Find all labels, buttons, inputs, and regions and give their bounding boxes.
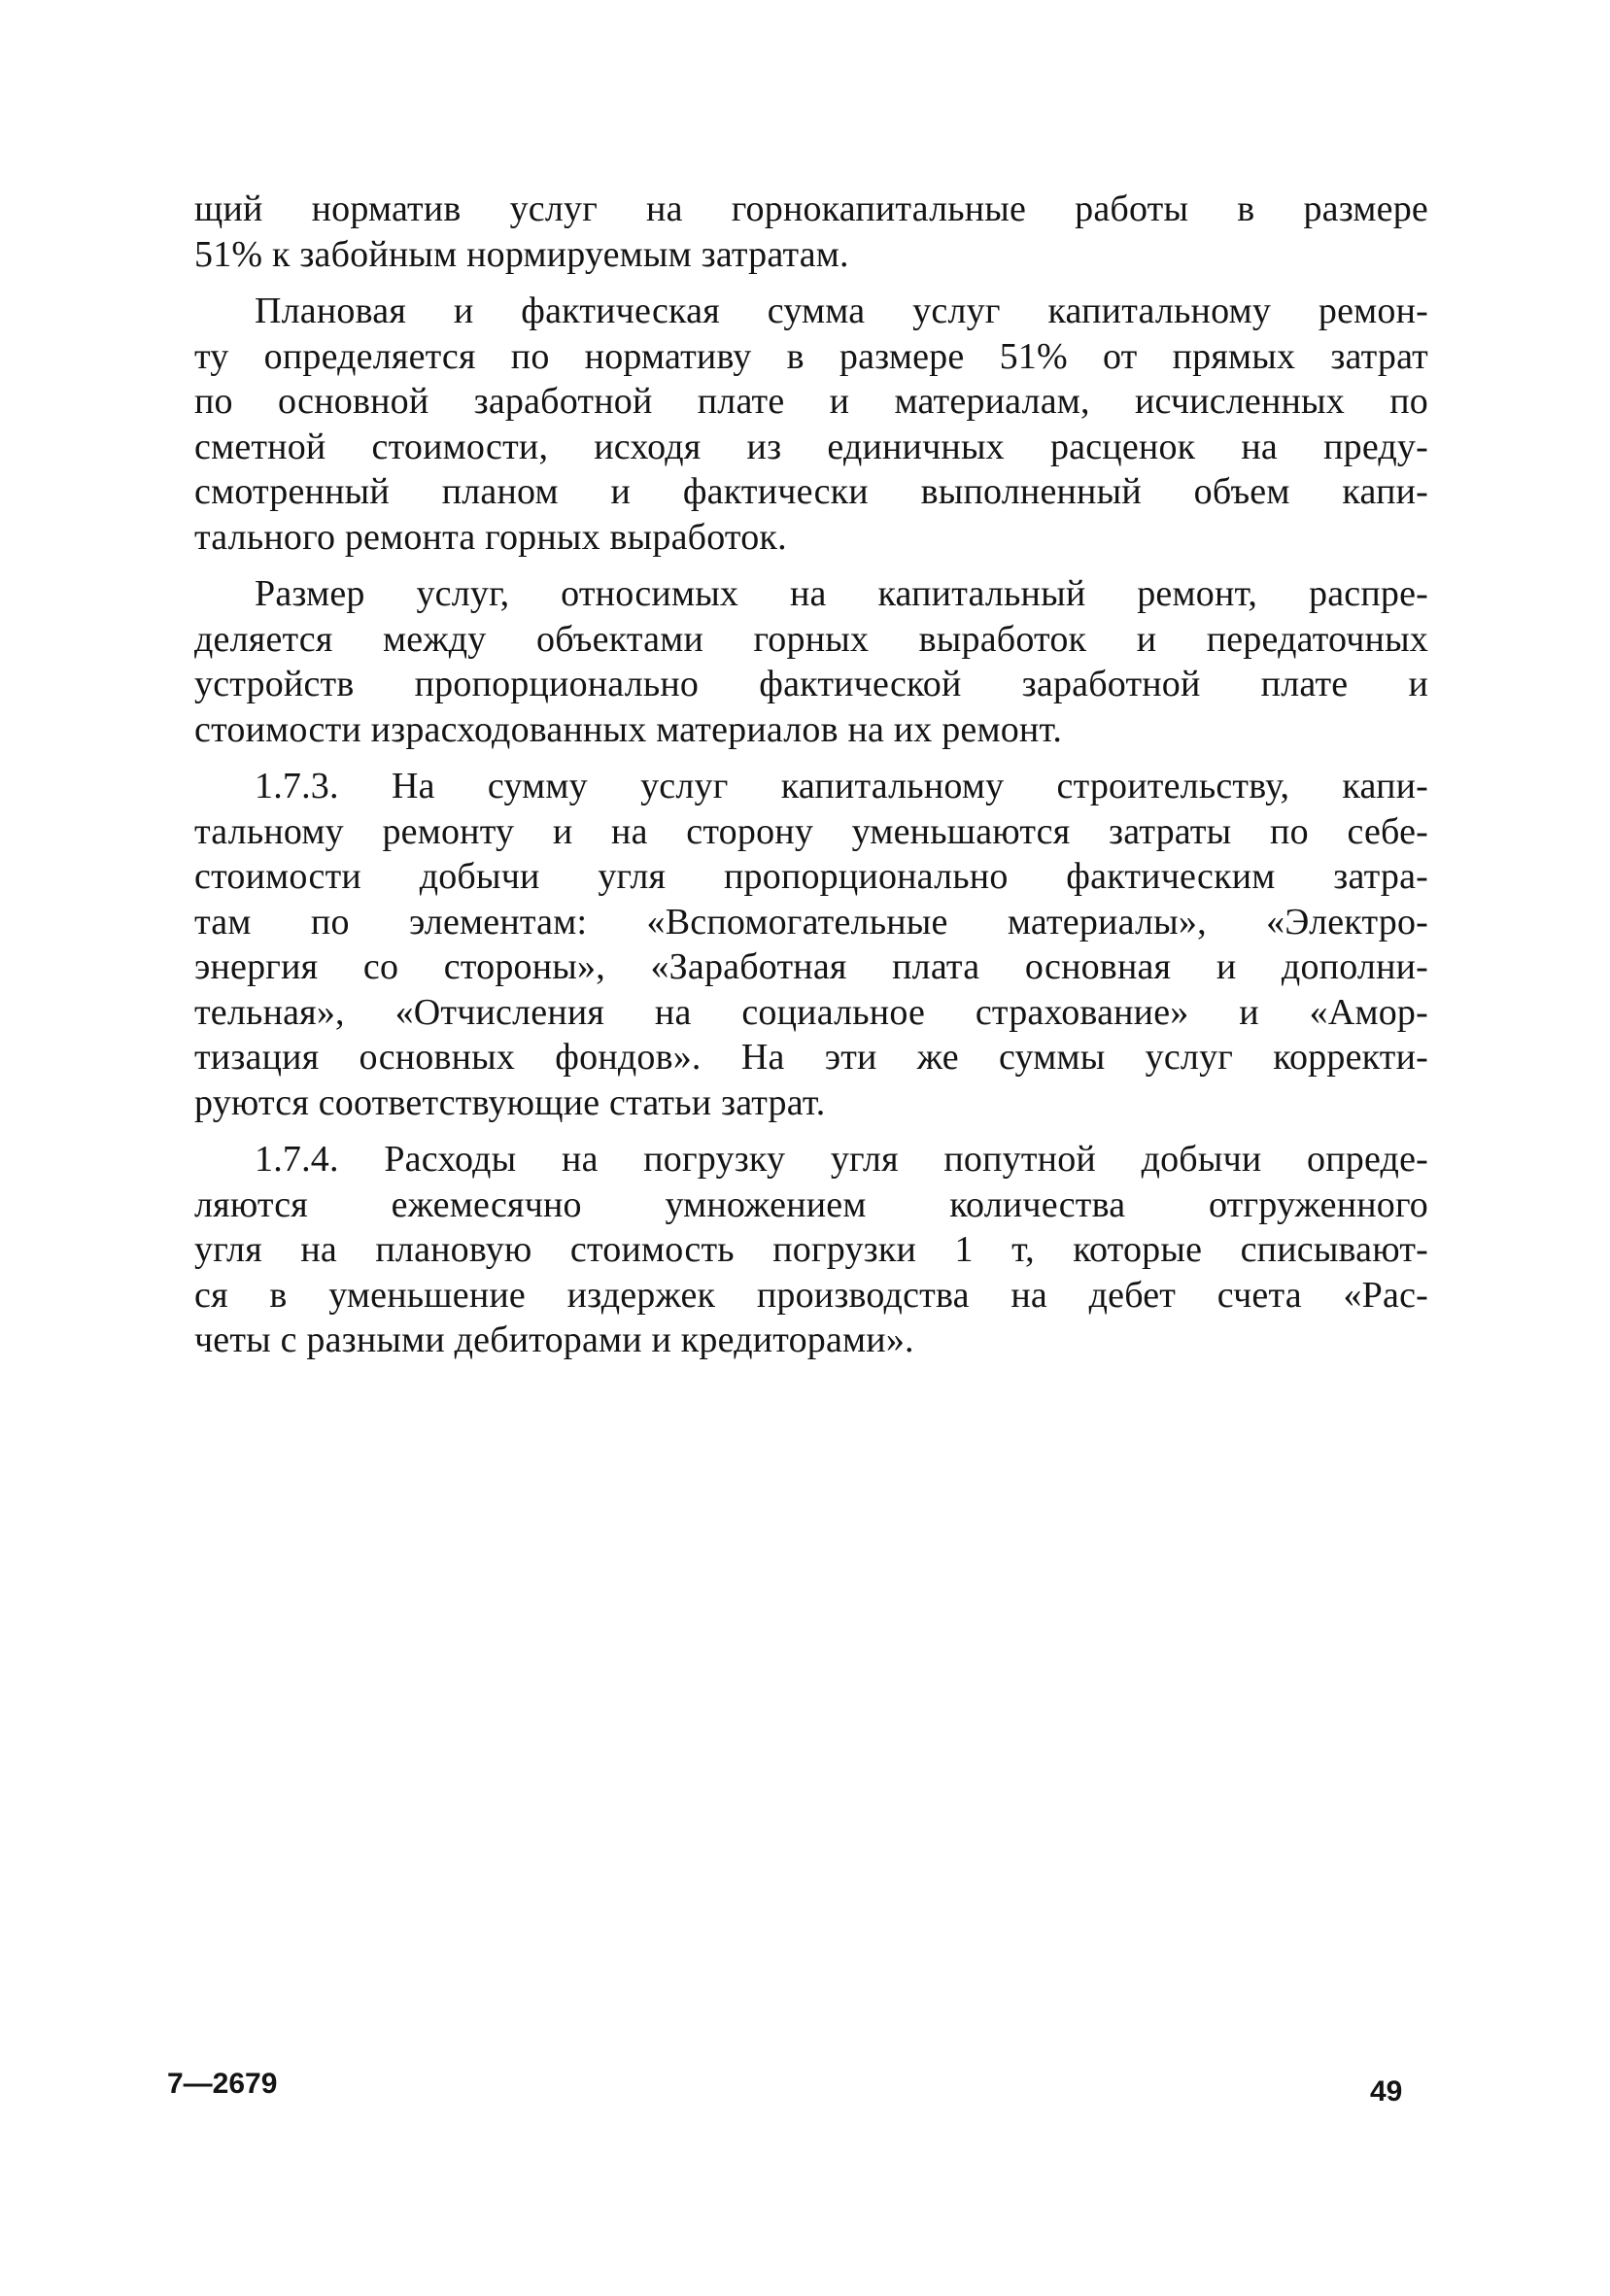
text-line: стоимости добычи угля пропорционально фактическим затра- (194, 856, 1428, 897)
printer-signature: 7—2679 (167, 2068, 278, 2100)
paragraph (194, 1137, 1428, 1363)
text-line: ляются ежемесячно умножением количества отгруженного (194, 1183, 1428, 1225)
text-line: руются соответствующие статьи затрат. (194, 1081, 826, 1123)
paragraph-gap (194, 560, 1428, 571)
paragraph (194, 289, 1428, 560)
text-line: ся в уменьшение издержек производства на дебет счета «Рас- (194, 1274, 1428, 1316)
text-line: ту определяется по нормативу в размере 51% от прямых затрат (194, 335, 1428, 377)
text-line: 1.7.4. Расходы на погрузку угля попутной добычи опреде- (255, 1139, 1428, 1180)
text-line: 1.7.3. На сумму услуг капитальному строительству, капи- (255, 766, 1428, 806)
text-line: тизация основных фондов». На эти же суммы услуг корректи- (194, 1037, 1428, 1078)
paragraph (194, 571, 1428, 752)
text-line: Размер услуг, относимых на капитальный ремонт, распре- (255, 573, 1428, 614)
text-line: по основной заработной плате и материалам, исчисленных по (194, 381, 1428, 422)
text-line: деляется между объектами горных выработок и передаточных (194, 618, 1428, 660)
text-line: тального ремонта горных выработок. (194, 516, 787, 558)
text-line: энергия со стороны», «Заработная плата основная и дополни- (194, 946, 1428, 987)
text-line: Плановая и фактическая сумма услуг капитальному ремон- (255, 291, 1428, 331)
text-line: там по элементам: «Вспомогательные материалы», «Электро- (194, 901, 1428, 942)
paragraph-gap (194, 277, 1428, 289)
paragraph (194, 764, 1428, 1125)
text-line: устройств пропорционально фактической заработной плате и (194, 664, 1428, 704)
text-line: 51% к забойным нормируемым затратам. (194, 233, 849, 275)
text-line: тальному ремонту и на сторону уменьшаются затраты по себе- (194, 810, 1428, 852)
page-number: 49 (1370, 2075, 1403, 2108)
paragraph-gap (194, 1125, 1428, 1137)
text-line: четы с разными дебиторами и кредиторами». (194, 1319, 914, 1360)
text-line: смотренный планом и фактически выполненный объем капи- (194, 471, 1428, 512)
paragraph (194, 187, 1428, 277)
text-line: сметной стоимости, исходя из единичных расценок на преду- (194, 426, 1428, 467)
text-line: угля на плановую стоимость погрузки 1 т, которые списывают- (194, 1229, 1428, 1270)
text-line: тельная», «Отчисления на социальное страхование» и «Амор- (194, 991, 1428, 1033)
body-text (194, 187, 1428, 1363)
text-line: стоимости израсходованных материалов на их ремонт. (194, 708, 1063, 750)
paragraph-gap (194, 752, 1428, 764)
text-line: щий норматив услуг на горнокапитальные работы в размере (194, 188, 1428, 229)
